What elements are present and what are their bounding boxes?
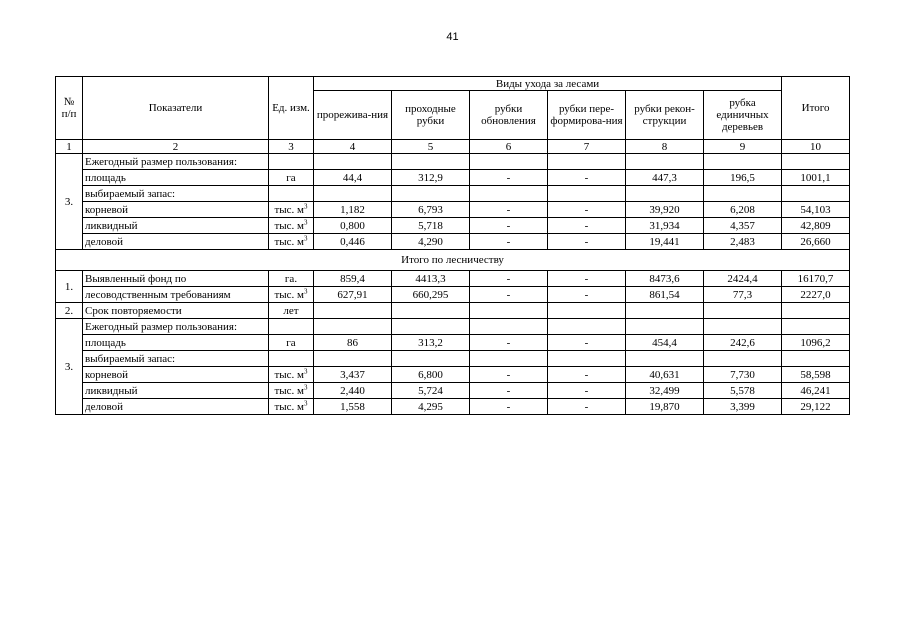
value-cell: - [470,399,548,415]
value-cell: - [470,287,548,303]
value-cell [392,351,470,367]
value-cell: 1,182 [314,202,392,218]
column-number: 3 [269,140,314,154]
unit-text: тыс. м [274,368,305,381]
column-number: 9 [704,140,782,154]
row-number: 2. [56,303,83,319]
value-cell [314,186,392,202]
unit-text: га [286,171,296,184]
empty-cell [704,154,782,170]
table-row [56,383,850,399]
unit-cell [269,399,314,415]
table-row [56,303,850,319]
value-cell: 0,800 [314,218,392,234]
row-label: лесоводственным требованиям [83,287,269,303]
row-label: площадь [83,335,269,351]
empty-cell [626,303,704,319]
value-cell: - [470,271,548,287]
unit-text: га [286,336,296,349]
value-cell [314,351,392,367]
value-cell: - [548,218,626,234]
unit-superscript: 3 [304,217,308,226]
value-cell: 42,809 [782,218,850,234]
unit-cell: лет [269,303,314,319]
value-cell: 447,3 [626,170,704,186]
value-cell [548,351,626,367]
empty-cell [392,319,470,335]
row-label: Ежегодный размер пользования: [83,319,269,335]
table-row [56,319,850,335]
value-cell: 5,724 [392,383,470,399]
empty-cell [548,319,626,335]
value-cell [782,186,850,202]
value-cell: 4,290 [392,234,470,250]
value-cell: 660,295 [392,287,470,303]
value-cell: 312,9 [392,170,470,186]
unit-cell [269,271,314,287]
row-label: выбираемый запас: [83,351,269,367]
empty-cell [269,319,314,335]
value-cell: 39,920 [626,202,704,218]
unit-cell [269,287,314,303]
value-cell: 196,5 [704,170,782,186]
value-cell: 7,730 [704,367,782,383]
column-number: 8 [626,140,704,154]
table-row [56,234,850,250]
value-cell: 627,91 [314,287,392,303]
value-cell: 1001,1 [782,170,850,186]
table-row [56,271,850,287]
column-number: 2 [83,140,269,154]
table-row [56,335,850,351]
header-col: прорежива-ния [314,91,392,140]
empty-cell [392,154,470,170]
unit-text: тыс. м [274,288,305,301]
value-cell: 5,718 [392,218,470,234]
row-label: ликвидный [83,383,269,399]
header-indicators: Показатели [83,77,269,140]
value-cell: 19,870 [626,399,704,415]
unit-cell [269,202,314,218]
value-cell: 4413,3 [392,271,470,287]
row-number: 3. [56,319,83,415]
value-cell: - [548,271,626,287]
unit-cell [269,170,314,186]
row-label: деловой [83,399,269,415]
value-cell: 313,2 [392,335,470,351]
table-row [56,202,850,218]
value-cell: - [470,218,548,234]
row-label: корневой [83,202,269,218]
value-cell: 4,357 [704,218,782,234]
column-number: 5 [392,140,470,154]
value-cell: 4,295 [392,399,470,415]
value-cell: 3,399 [704,399,782,415]
header-col: рубка единичных деревьев [704,91,782,140]
unit-cell [269,335,314,351]
value-cell: - [470,383,548,399]
empty-cell [782,154,850,170]
value-cell: - [470,170,548,186]
value-cell: - [548,202,626,218]
header-total: Итого [782,77,850,140]
value-cell: - [548,287,626,303]
empty-cell [470,319,548,335]
table-row [56,351,850,367]
unit-cell [269,383,314,399]
value-cell: 19,441 [626,234,704,250]
value-cell: 2227,0 [782,287,850,303]
unit-text: тыс. м [274,400,305,413]
empty-cell [704,303,782,319]
value-cell [704,351,782,367]
value-cell: 0,446 [314,234,392,250]
row-number: 1. [56,271,83,303]
empty-cell [314,154,392,170]
value-cell: - [470,202,548,218]
empty-cell [548,303,626,319]
unit-text: тыс. м [274,384,305,397]
table-row [56,218,850,234]
unit-superscript: 3 [304,201,308,210]
unit-text: га. [284,272,298,285]
row-label: выбираемый запас: [83,186,269,202]
empty-cell [704,319,782,335]
value-cell: 2424,4 [704,271,782,287]
value-cell: 2,440 [314,383,392,399]
row-label: Ежегодный размер пользования: [83,154,269,170]
row-label: площадь [83,170,269,186]
table-row [56,399,850,415]
row-label: корневой [83,367,269,383]
column-number: 4 [314,140,392,154]
header-group: Виды ухода за лесами [314,77,782,91]
value-cell: 31,934 [626,218,704,234]
empty-cell [470,303,548,319]
value-cell: - [548,399,626,415]
table-row [56,367,850,383]
empty-cell [392,303,470,319]
empty-cell [626,154,704,170]
value-cell: 1096,2 [782,335,850,351]
value-cell: 29,122 [782,399,850,415]
empty-cell [314,319,392,335]
table-row [56,250,850,271]
forest-care-table [55,76,850,415]
value-cell: 77,3 [704,287,782,303]
value-cell: 5,578 [704,383,782,399]
row-label: ликвидный [83,218,269,234]
value-cell [704,186,782,202]
value-cell: 1,558 [314,399,392,415]
value-cell: 242,6 [704,335,782,351]
header-col: рубки обновления [470,91,548,140]
header-col: рубки рекон-струкции [626,91,704,140]
row-label: Выявленный фонд по [83,271,269,287]
value-cell: 859,4 [314,271,392,287]
value-cell: - [548,383,626,399]
header-col: рубки пере-формирова-ния [548,91,626,140]
value-cell: 58,598 [782,367,850,383]
unit-text: тыс. м [274,235,305,248]
value-cell: 44,4 [314,170,392,186]
empty-cell [269,186,314,202]
value-cell [392,186,470,202]
value-cell: 3,437 [314,367,392,383]
value-cell: - [548,335,626,351]
value-cell: 54,103 [782,202,850,218]
empty-cell [782,303,850,319]
table-row [56,154,850,170]
empty-cell [782,319,850,335]
header-col: проходные рубки [392,91,470,140]
value-cell: - [470,234,548,250]
empty-cell [470,154,548,170]
value-cell: 454,4 [626,335,704,351]
value-cell [782,351,850,367]
value-cell: - [470,367,548,383]
table-row [56,287,850,303]
section-title: Итого по лесничеству [56,250,850,271]
value-cell: 16170,7 [782,271,850,287]
page-number: 41 [446,31,459,43]
value-cell [470,351,548,367]
unit-superscript: 3 [304,398,308,407]
empty-cell [548,154,626,170]
column-number: 10 [782,140,850,154]
unit-superscript: 3 [304,233,308,242]
column-number: 7 [548,140,626,154]
value-cell [470,186,548,202]
column-number: 1 [56,140,83,154]
value-cell: - [548,367,626,383]
unit-superscript: 3 [304,366,308,375]
empty-cell [269,154,314,170]
value-cell [548,186,626,202]
empty-cell [626,319,704,335]
value-cell: 8473,6 [626,271,704,287]
value-cell: 32,499 [626,383,704,399]
header-unit: Ед. изм. [269,77,314,140]
header-num: № п/п [56,77,83,140]
value-cell [626,186,704,202]
value-cell [626,351,704,367]
value-cell: 26,660 [782,234,850,250]
value-cell: - [548,170,626,186]
value-cell: - [548,234,626,250]
table-row [56,170,850,186]
value-cell: 86 [314,335,392,351]
row-label: Срок повторяемости [83,303,269,319]
value-cell: 6,793 [392,202,470,218]
value-cell: - [470,335,548,351]
value-cell: 6,208 [704,202,782,218]
unit-cell [269,367,314,383]
empty-cell [314,303,392,319]
unit-text: тыс. м [274,219,305,232]
unit-text: тыс. м [274,203,305,216]
value-cell: 6,800 [392,367,470,383]
unit-superscript: 3 [304,382,308,391]
value-cell: 40,631 [626,367,704,383]
value-cell: 46,241 [782,383,850,399]
unit-cell [269,218,314,234]
value-cell: 861,54 [626,287,704,303]
table-row [56,186,850,202]
unit-superscript: 3 [304,286,308,295]
column-number: 6 [470,140,548,154]
row-label: деловой [83,234,269,250]
unit-cell [269,234,314,250]
empty-cell [269,351,314,367]
row-number: 3. [56,154,83,250]
value-cell: 2,483 [704,234,782,250]
